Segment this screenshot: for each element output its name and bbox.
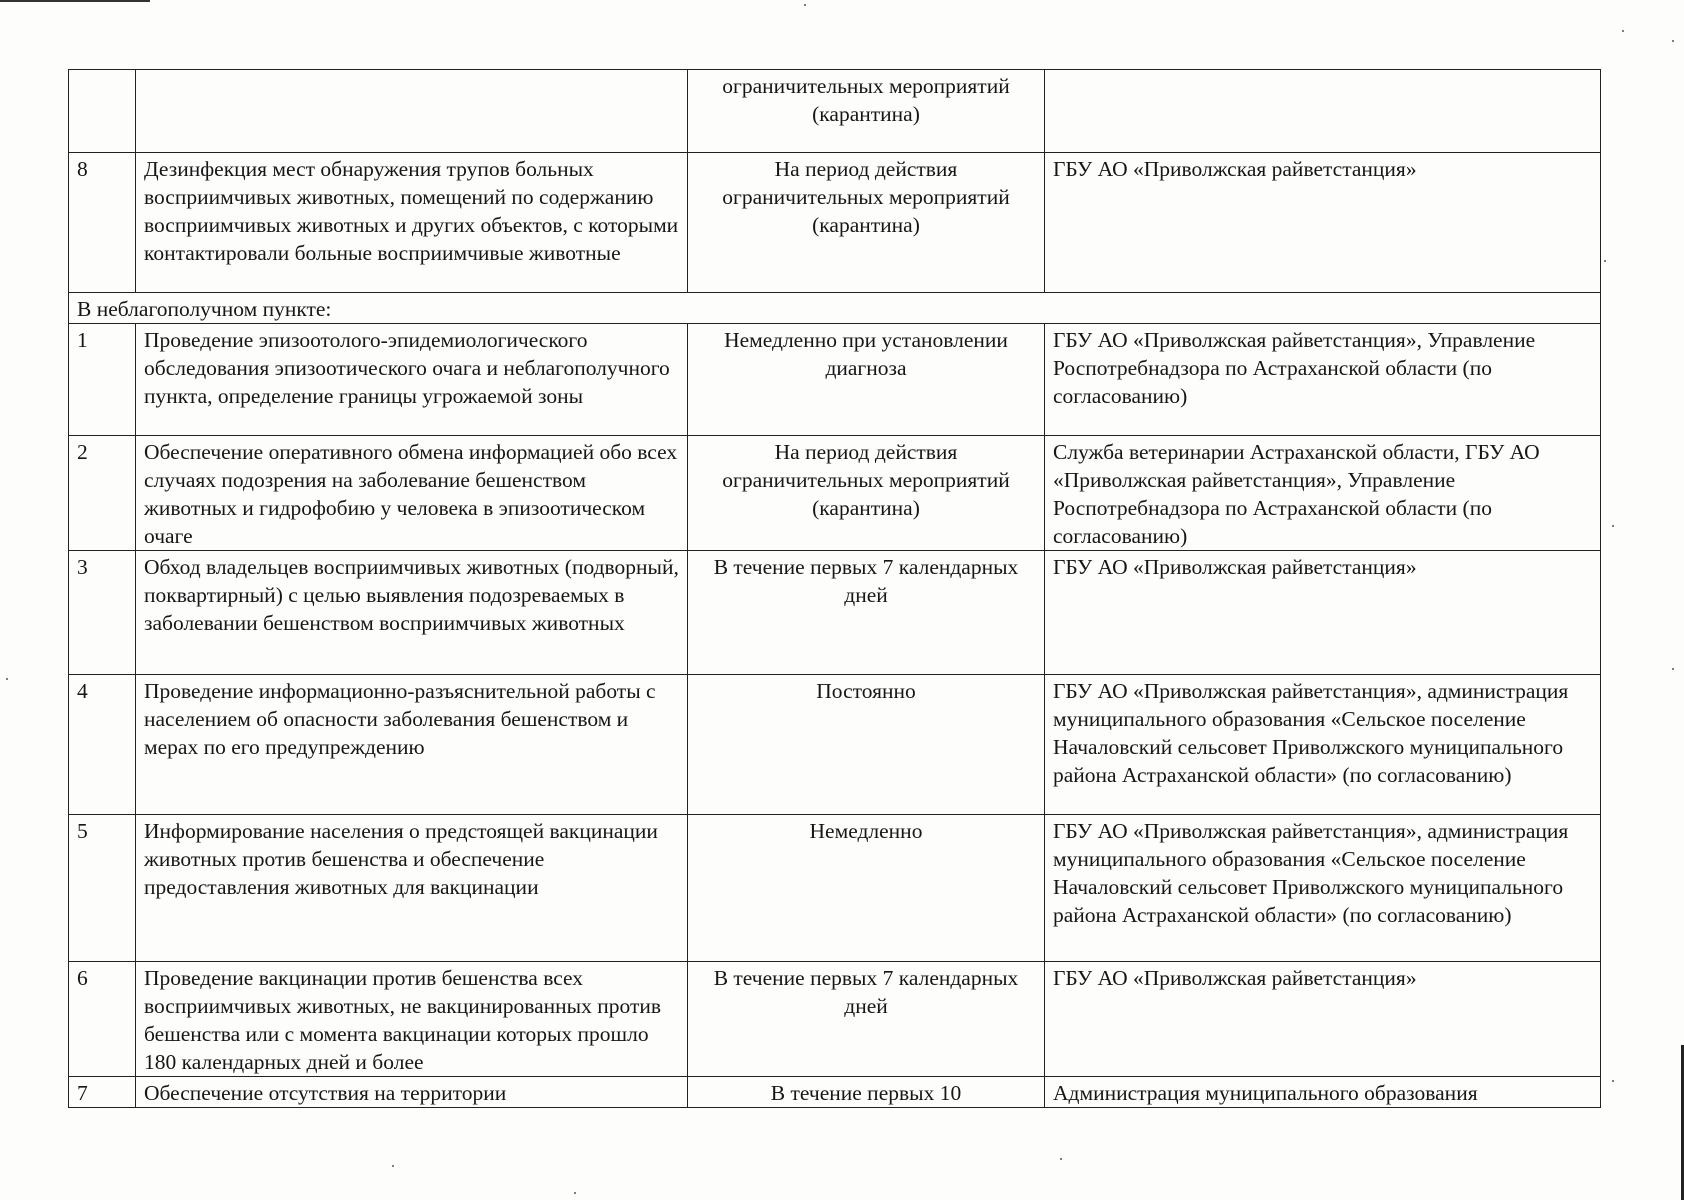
row-action: Обеспечение отсутствия на территории <box>136 1077 688 1108</box>
row-responsible: ГБУ АО «Приволжская райветстанция» <box>1045 551 1601 675</box>
row-responsible: ГБУ АО «Приволжская райветстанция» <box>1045 962 1601 1077</box>
scan-speck <box>1672 668 1674 670</box>
row-timing: В течение первых 7 календарных дней <box>688 551 1045 675</box>
row-number <box>69 70 136 153</box>
row-timing: На период действия ограничительных мероприятий (карантина) <box>688 153 1045 293</box>
scan-speck <box>574 1192 576 1194</box>
row-number: 2 <box>69 436 136 551</box>
scan-speck <box>1604 260 1606 262</box>
top-rule <box>0 0 150 2</box>
table-row-3 <box>69 551 1601 675</box>
row-timing: В течение первых 7 календарных дней <box>688 962 1045 1077</box>
row-timing: Немедленно <box>688 815 1045 962</box>
row-action: Дезинфекция мест обнаружения трупов больных восприимчивых животных, помещений по содержанию восприимчивых животных и других объектов, с которыми контактировали больные восприимчивые животные <box>136 153 688 293</box>
scan-speck <box>1060 1158 1062 1160</box>
row-action: Информирование населения о предстоящей вакцинации животных против бешенства и обеспечение предоставления животных для вакцинации <box>136 815 688 962</box>
row-number: 6 <box>69 962 136 1077</box>
table-row-7 <box>69 1077 1601 1108</box>
row-responsible: Администрация муниципального образования <box>1045 1077 1601 1108</box>
scan-speck <box>1612 525 1614 527</box>
row-responsible <box>1045 70 1601 153</box>
table-row-1 <box>69 324 1601 436</box>
row-responsible: ГБУ АО «Приволжская райветстанция», администрация муниципального образования «Сельское поселение Началовский сельсовет Приволжского муниципального района Астраханской области» (по согласованию) <box>1045 815 1601 962</box>
table-row-5 <box>69 815 1601 962</box>
scan-speck <box>1622 30 1624 32</box>
row-action: Проведение вакцинации против бешенства всех восприимчивых животных, не вакцинированных против бешенства или с момента вакцинации которых прошло 180 календарных дней и более <box>136 962 688 1077</box>
section-title: В неблагополучном пункте: <box>69 293 1601 324</box>
row-timing: На период действия ограничительных мероприятий (карантина) <box>688 436 1045 551</box>
measures-table <box>68 69 1601 1108</box>
row-responsible: ГБУ АО «Приволжская райветстанция» <box>1045 153 1601 293</box>
table-row-8 <box>69 153 1601 293</box>
row-responsible: ГБУ АО «Приволжская райветстанция», Управление Роспотребнадзора по Астраханской области (по согласованию) <box>1045 324 1601 436</box>
row-responsible: Служба ветеринарии Астраханской области, ГБУ АО «Приволжская райветстанция», Управление Роспотребнадзора по Астраханской области (по согласованию) <box>1045 436 1601 551</box>
table-row-2 <box>69 436 1601 551</box>
row-number: 8 <box>69 153 136 293</box>
table-row-4 <box>69 675 1601 815</box>
row-action <box>136 70 688 153</box>
row-timing: Постоянно <box>688 675 1045 815</box>
row-timing: ограничительных мероприятий (карантина) <box>688 70 1045 153</box>
row-number: 1 <box>69 324 136 436</box>
scan-speck <box>6 678 8 680</box>
row-action: Обеспечение оперативного обмена информацией обо всех случаях подозрения на заболевание бешенством животных и гидрофобию у человека в эпизоотическом очаге <box>136 436 688 551</box>
section-row <box>69 293 1601 324</box>
row-action: Проведение эпизоотолого-эпидемиологического обследования эпизоотического очага и неблагополучного пункта, определение границы угрожаемой зоны <box>136 324 688 436</box>
row-timing: Немедленно при установлении диагноза <box>688 324 1045 436</box>
row-number: 7 <box>69 1077 136 1108</box>
row-responsible: ГБУ АО «Приволжская райветстанция», администрация муниципального образования «Сельское поселение Началовский сельсовет Приволжского муниципального района Астраханской области» (по согласованию) <box>1045 675 1601 815</box>
table-row-6 <box>69 962 1601 1077</box>
row-number: 5 <box>69 815 136 962</box>
scan-speck <box>1672 40 1674 42</box>
scan-speck <box>1612 1080 1614 1082</box>
row-timing: В течение первых 10 <box>688 1077 1045 1108</box>
scan-speck <box>392 1165 394 1167</box>
table-row-continuation <box>69 70 1601 153</box>
row-action: Проведение информационно-разъяснительной работы с населением об опасности заболевания бешенством и мерах по его предупреждению <box>136 675 688 815</box>
row-number: 4 <box>69 675 136 815</box>
row-action: Обход владельцев восприимчивых животных (подворный, поквартирный) с целью выявления подозреваемых в заболевании бешенством восприимчивых животных <box>136 551 688 675</box>
row-number: 3 <box>69 551 136 675</box>
scan-speck <box>804 4 806 6</box>
